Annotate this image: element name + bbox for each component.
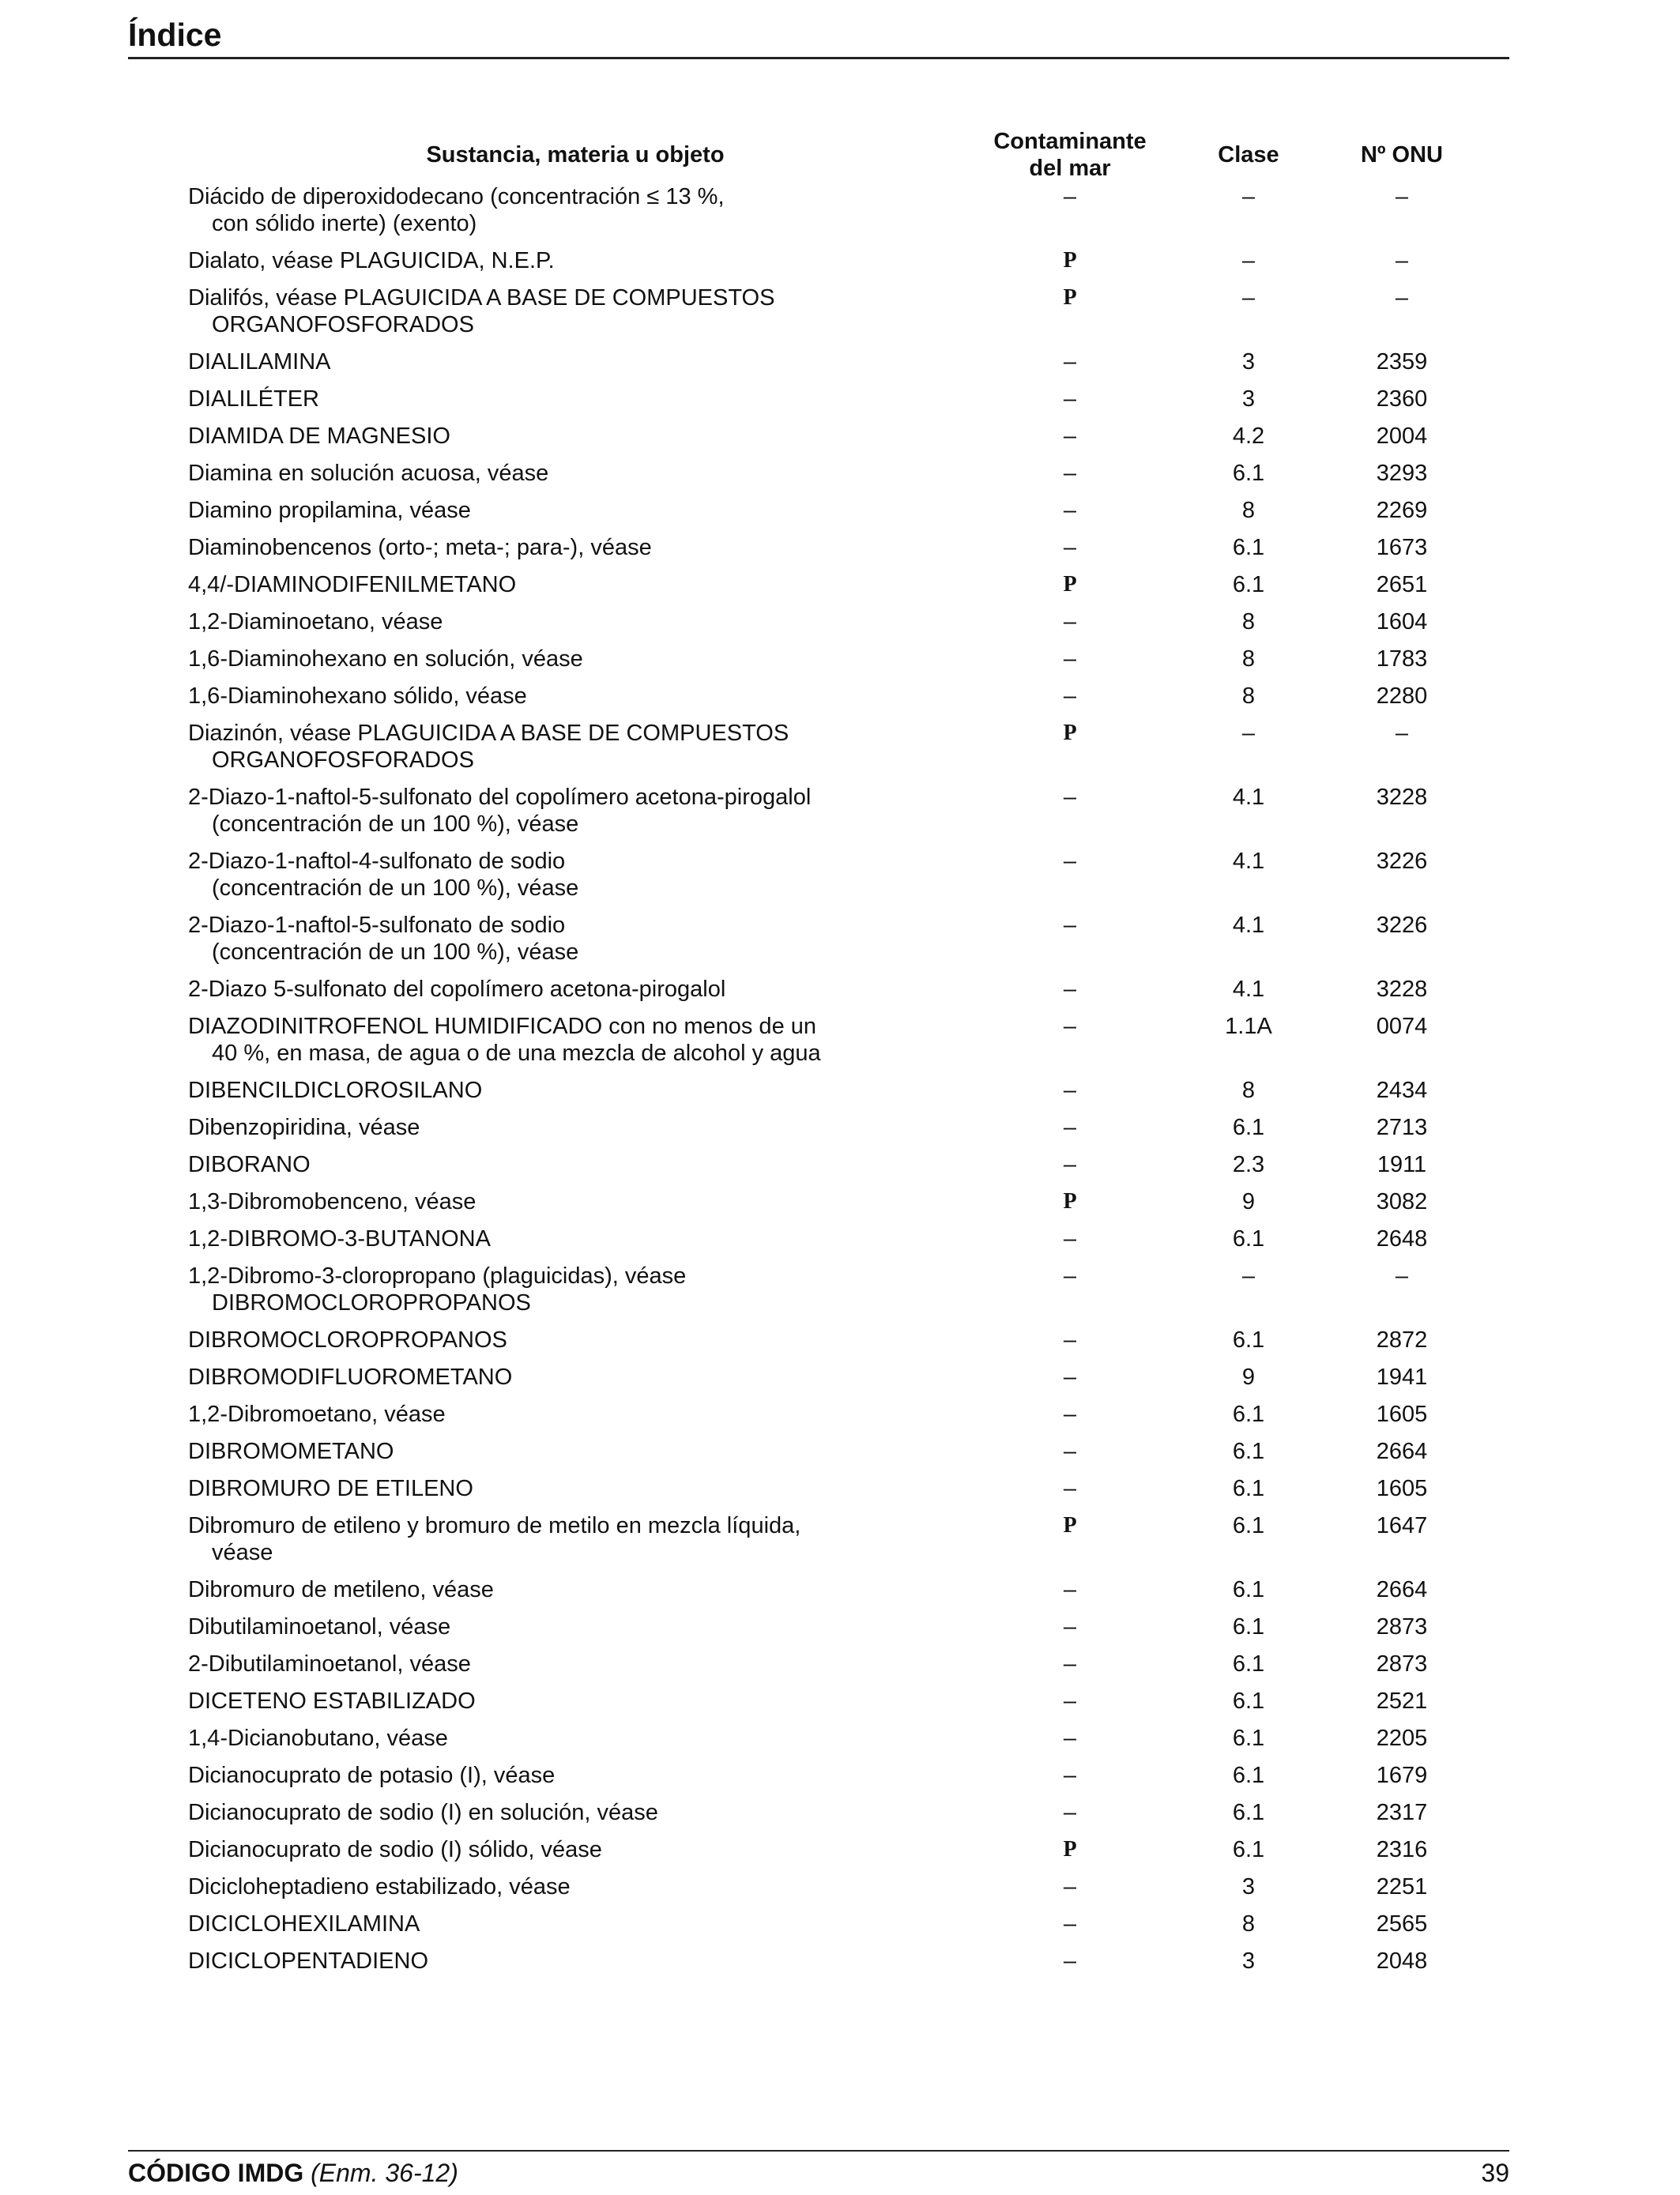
un-number-cell: 2004: [1376, 424, 1428, 449]
substance-name: [188, 1576, 962, 1603]
table-row: [188, 1651, 1484, 1688]
marine-pollutant-cell: –: [1063, 785, 1077, 810]
un-number-cell: 1604: [1376, 609, 1428, 634]
un-number-cell: 2873: [1376, 1651, 1428, 1677]
substance-name: [188, 1512, 962, 1566]
substance-name-line1: 2-Diazo-1-naftol-5-sulfonato del copolímero acetona-pirogalol: [188, 785, 812, 810]
un-number-cell: 2521: [1376, 1689, 1428, 1714]
class-cell: 6.1: [1232, 1115, 1265, 1140]
marine-pollutant-cell: –: [1063, 1874, 1077, 1899]
substance-name-line2: (concentración de un 100 %), véase: [212, 939, 579, 965]
substance-name-line1: DIBROMOMETANO: [188, 1439, 394, 1464]
substance-name-line1: 1,2-Dibromo-3-cloropropano (plaguicidas), véase: [188, 1263, 687, 1289]
marine-pollutant-cell: –: [1063, 535, 1077, 560]
table-row: [188, 1911, 1484, 1948]
substance-name: [188, 608, 962, 635]
un-number-cell: 1911: [1377, 1152, 1427, 1177]
class-cell: 6.1: [1232, 535, 1265, 560]
page-header: [128, 13, 1509, 59]
class-cell: 1.1A: [1225, 1014, 1272, 1039]
class-cell: 6.1: [1232, 1800, 1265, 1825]
class-cell: 4.1: [1232, 785, 1265, 810]
substance-name-line1: 1,2-Diaminoetano, véase: [188, 609, 443, 634]
substance-name-line1: DIBROMOCLOROPROPANOS: [188, 1327, 507, 1353]
class-cell: 6.1: [1232, 1689, 1265, 1714]
un-number-cell: –: [1395, 1263, 1409, 1289]
un-number-cell: 2664: [1376, 1439, 1428, 1464]
marine-pollutant-cell: –: [1063, 1263, 1077, 1289]
class-cell: 9: [1241, 1189, 1256, 1214]
substance-name: [188, 1613, 962, 1640]
un-number-cell: 2651: [1376, 572, 1428, 597]
marine-pollutant-cell: –: [1063, 849, 1077, 874]
substance-name-line1: DIBROMURO DE ETILENO: [188, 1476, 473, 1501]
table-row: [188, 608, 1484, 646]
substance-name: [188, 1438, 962, 1465]
class-cell: 4.1: [1232, 913, 1265, 938]
substance-name-line1: Dicianocuprato de sodio (I) sólido, véase: [188, 1837, 602, 1862]
class-cell: 3: [1241, 1948, 1256, 1974]
substance-name-line2: (concentración de un 100 %), véase: [212, 875, 579, 901]
substance-name: [188, 976, 962, 1003]
table-row: [188, 1613, 1484, 1651]
substance-name: [188, 571, 962, 598]
un-number-cell: 1783: [1376, 646, 1428, 672]
substance-name-line1: 1,2-DIBROMO-3-BUTANONA: [188, 1226, 491, 1252]
substance-name-line1: Dicianocuprato de sodio (I) en solución, véase: [188, 1800, 658, 1825]
class-cell: 4.1: [1232, 849, 1265, 874]
class-cell: –: [1241, 248, 1256, 273]
un-number-cell: 3082: [1376, 1189, 1428, 1214]
un-number-cell: 1679: [1376, 1763, 1428, 1788]
marine-pollutant-cell: P: [1063, 1513, 1077, 1538]
substance-name: [188, 1948, 962, 1975]
table-row: [188, 1725, 1484, 1762]
substance-name-line1: 2-Diazo-1-naftol-5-sulfonato de sodio: [188, 913, 566, 938]
substance-name: [188, 497, 962, 524]
class-cell: –: [1241, 721, 1256, 746]
table-row: [188, 1475, 1484, 1512]
substance-name: [188, 1013, 962, 1067]
class-cell: 6.1: [1232, 1763, 1265, 1788]
marine-pollutant-cell: –: [1063, 1689, 1077, 1714]
marine-pollutant-cell: –: [1063, 1614, 1077, 1640]
table-row: [188, 534, 1484, 571]
un-number-cell: 2205: [1376, 1726, 1428, 1751]
marine-pollutant-cell: P: [1063, 1837, 1077, 1862]
table-row: [188, 1263, 1484, 1327]
substance-name-line1: Dibromuro de metileno, véase: [188, 1577, 494, 1602]
substance-name-line1: DIAMIDA DE MAGNESIO: [188, 424, 450, 449]
un-number-cell: 2251: [1376, 1874, 1428, 1899]
substance-name-line1: Dialato, véase PLAGUICIDA, N.E.P.: [188, 248, 555, 273]
marine-pollutant-cell: P: [1063, 248, 1077, 273]
substance-name-line1: 1,3-Dibromobenceno, véase: [188, 1189, 477, 1214]
substance-name: [188, 1911, 962, 1937]
substance-name: [188, 183, 962, 237]
table-row: [188, 1799, 1484, 1836]
marine-pollutant-cell: –: [1063, 1152, 1077, 1177]
substance-name-line1: DIBORANO: [188, 1152, 311, 1177]
un-number-cell: 0074: [1376, 1014, 1428, 1039]
column-header-substance: Sustancia, materia u objeto: [426, 141, 725, 168]
un-number-cell: 2664: [1376, 1577, 1428, 1602]
index-table: [188, 126, 1484, 1985]
footer-amendment: (Enm. 36-12): [311, 2159, 458, 2187]
substance-name: [188, 1077, 962, 1104]
table-row: [188, 284, 1484, 348]
page-footer: [128, 2150, 1509, 2195]
un-number-cell: 2565: [1376, 1911, 1428, 1937]
substance-name-line2: (concentración de un 100 %), véase: [212, 811, 579, 837]
substance-name: [188, 784, 962, 838]
substance-name: [188, 912, 962, 966]
substance-name: [188, 348, 962, 375]
substance-name: [188, 683, 962, 710]
substance-name-line2: DIBROMOCLOROPROPANOS: [212, 1290, 531, 1316]
table-row: [188, 497, 1484, 534]
class-cell: 6.1: [1232, 1837, 1265, 1862]
marine-pollutant-cell: –: [1063, 184, 1077, 209]
marine-pollutant-cell: –: [1063, 1476, 1077, 1501]
substance-name: [188, 1651, 962, 1677]
class-cell: 6.1: [1232, 1726, 1265, 1751]
marine-pollutant-cell: –: [1063, 977, 1077, 1002]
un-number-cell: 2359: [1376, 349, 1428, 375]
table-row: [188, 848, 1484, 912]
substance-name-line1: DIBENCILDICLOROSILANO: [188, 1078, 483, 1103]
un-number-cell: –: [1395, 248, 1409, 273]
class-cell: 6.1: [1232, 572, 1265, 597]
substance-name: [188, 1688, 962, 1715]
class-cell: 4.2: [1232, 424, 1265, 449]
table-row: [188, 1226, 1484, 1263]
substance-name: [188, 1364, 962, 1391]
class-cell: 8: [1241, 609, 1256, 634]
substance-name: [188, 1327, 962, 1354]
table-row: [188, 1077, 1484, 1114]
un-number-cell: 2713: [1376, 1115, 1428, 1140]
table-row: [188, 460, 1484, 497]
class-cell: 3: [1241, 349, 1256, 375]
table-row: [188, 784, 1484, 848]
marine-pollutant-cell: –: [1063, 349, 1077, 375]
substance-name: [188, 1151, 962, 1178]
class-cell: 6.1: [1232, 1226, 1265, 1252]
un-number-cell: 3293: [1376, 461, 1428, 486]
substance-name-line1: 2-Dibutilaminoetanol, véase: [188, 1651, 471, 1677]
marine-pollutant-cell: –: [1063, 1651, 1077, 1677]
marine-pollutant-cell: –: [1063, 461, 1077, 486]
substance-name-line1: DIBROMODIFLUOROMETANO: [188, 1365, 513, 1390]
substance-name-line1: DICICLOPENTADIENO: [188, 1948, 429, 1974]
substance-name-line2: 40 %, en masa, de agua o de una mezcla de alcohol y agua: [212, 1041, 821, 1066]
substance-name-line1: Diazinón, véase PLAGUICIDA A BASE DE COMPUESTOS: [188, 721, 789, 746]
class-cell: –: [1241, 285, 1256, 311]
class-cell: 6.1: [1232, 1439, 1265, 1464]
substance-name-line2: con sólido inerte) (exento): [212, 211, 477, 236]
substance-name: [188, 1226, 962, 1252]
page-title: Índice: [128, 17, 222, 53]
substance-name-line1: 1,6-Diaminohexano en solución, véase: [188, 646, 583, 672]
class-cell: 6.1: [1232, 1402, 1265, 1427]
table-row: [188, 1188, 1484, 1226]
substance-name-line1: Dibromuro de etileno y bromuro de metilo en mezcla líquida,: [188, 1513, 801, 1538]
un-number-cell: 3228: [1376, 977, 1428, 1002]
substance-name: [188, 1725, 962, 1752]
column-header-un-number: Nº ONU: [1360, 141, 1444, 168]
table-row: [188, 1327, 1484, 1364]
table-row: [188, 912, 1484, 976]
substance-name: [188, 423, 962, 450]
substance-name-line1: DICICLOHEXILAMINA: [188, 1911, 420, 1937]
table-row: [188, 1438, 1484, 1475]
marine-pollutant-cell: –: [1063, 1402, 1077, 1427]
marine-pollutant-cell: –: [1063, 1948, 1077, 1974]
table-row: [188, 1151, 1484, 1188]
substance-name-line1: Dicicloheptadieno estabilizado, véase: [188, 1874, 571, 1899]
substance-name: [188, 534, 962, 561]
un-number-cell: 2648: [1376, 1226, 1428, 1252]
un-number-cell: 2316: [1376, 1837, 1428, 1862]
marine-pollutant-cell: –: [1063, 609, 1077, 634]
un-number-cell: 2280: [1376, 683, 1428, 709]
substance-name: [188, 386, 962, 412]
marine-pollutant-cell: P: [1063, 721, 1077, 745]
substance-name-line1: DIAZODINITROFENOL HUMIDIFICADO con no menos de un: [188, 1014, 817, 1039]
un-number-cell: 2360: [1376, 386, 1428, 412]
substance-name-line2: véase: [212, 1540, 273, 1565]
footer-code: CÓDIGO IMDG: [128, 2159, 304, 2187]
table-row: [188, 423, 1484, 460]
substance-name-line1: 2-Diazo 5-sulfonato del copolímero acetona-pirogalol: [188, 977, 726, 1002]
column-header-marine-pollutant: [962, 128, 1177, 182]
marine-pollutant-cell: –: [1063, 1577, 1077, 1602]
un-number-cell: –: [1395, 184, 1409, 209]
substance-name: [188, 1799, 962, 1826]
table-row: [188, 571, 1484, 608]
table-row: [188, 1688, 1484, 1725]
table-row: [188, 1512, 1484, 1576]
marine-pollutant-cell: –: [1063, 646, 1077, 672]
class-cell: 6.1: [1232, 1476, 1265, 1501]
marine-pollutant-cell: P: [1063, 285, 1077, 310]
footer-code-block: [128, 2159, 458, 2188]
class-cell: 8: [1241, 1911, 1256, 1937]
class-cell: 8: [1241, 498, 1256, 523]
substance-name-line1: 1,2-Dibromoetano, véase: [188, 1402, 446, 1427]
substance-name-line1: DICETENO ESTABILIZADO: [188, 1689, 476, 1714]
un-number-cell: 1605: [1376, 1476, 1428, 1501]
un-number-cell: 2317: [1376, 1800, 1428, 1825]
substance-name: [188, 1762, 962, 1789]
substance-name: [188, 1114, 962, 1141]
substance-name: [188, 1401, 962, 1428]
substance-name-line1: DIALILAMINA: [188, 349, 331, 375]
substance-name: [188, 720, 962, 774]
un-number-cell: 2269: [1376, 498, 1428, 523]
marine-pollutant-cell: P: [1063, 572, 1077, 597]
substance-name: [188, 1263, 962, 1316]
substance-name-line1: 1,4-Dicianobutano, véase: [188, 1726, 448, 1751]
un-number-cell: 2048: [1376, 1948, 1428, 1974]
substance-name-line1: Diamina en solución acuosa, véase: [188, 461, 549, 486]
substance-name: [188, 646, 962, 672]
substance-name: [188, 460, 962, 487]
substance-name-line2: ORGANOFOSFORADOS: [212, 747, 474, 773]
table-row: [188, 720, 1484, 784]
table-row: [188, 1836, 1484, 1873]
un-number-cell: 3226: [1376, 849, 1428, 874]
class-cell: 6.1: [1232, 1614, 1265, 1640]
substance-name-line1: Dibenzopiridina, véase: [188, 1115, 420, 1140]
class-cell: 8: [1241, 683, 1256, 709]
column-header-marine-line1: Contaminante: [993, 129, 1147, 154]
class-cell: 3: [1241, 1874, 1256, 1899]
substance-name-line1: Diácido de diperoxidodecano (concentración ≤ 13 %,: [188, 184, 725, 209]
class-cell: –: [1241, 1263, 1256, 1289]
un-number-cell: 2873: [1376, 1614, 1428, 1640]
table-row: [188, 1762, 1484, 1799]
marine-pollutant-cell: –: [1063, 1911, 1077, 1937]
table-row: [188, 683, 1484, 720]
table-row: [188, 976, 1484, 1013]
table-row: [188, 1364, 1484, 1401]
un-number-cell: 2872: [1376, 1327, 1428, 1353]
marine-pollutant-cell: –: [1063, 1327, 1077, 1353]
marine-pollutant-cell: –: [1063, 1726, 1077, 1751]
class-cell: 8: [1241, 646, 1256, 672]
un-number-cell: 1673: [1376, 535, 1428, 560]
substance-name-line1: Diamino propilamina, véase: [188, 498, 471, 523]
class-cell: 2.3: [1232, 1152, 1265, 1177]
table-row: [188, 1576, 1484, 1613]
class-cell: 6.1: [1232, 461, 1265, 486]
table-row: [188, 1114, 1484, 1151]
class-cell: 6.1: [1232, 1513, 1265, 1538]
un-number-cell: 3226: [1376, 913, 1428, 938]
table-row: [188, 386, 1484, 423]
marine-pollutant-cell: –: [1063, 1078, 1077, 1103]
class-cell: 9: [1241, 1365, 1256, 1390]
table-row: [188, 646, 1484, 683]
un-number-cell: 1605: [1376, 1402, 1428, 1427]
substance-name-line2: ORGANOFOSFORADOS: [212, 312, 474, 337]
table-header: [188, 126, 1484, 183]
class-cell: 3: [1241, 386, 1256, 412]
table-row: [188, 1873, 1484, 1911]
table-row: [188, 348, 1484, 386]
substance-name-line1: Diaminobencenos (orto-; meta-; para-), véase: [188, 535, 652, 560]
class-cell: 6.1: [1232, 1577, 1265, 1602]
substance-name: [188, 1475, 962, 1502]
un-number-cell: 1647: [1376, 1513, 1428, 1538]
marine-pollutant-cell: –: [1063, 498, 1077, 523]
substance-name: [188, 848, 962, 902]
marine-pollutant-cell: –: [1063, 1439, 1077, 1464]
substance-name-line1: 4,4/-DIAMINODIFENILMETANO: [188, 572, 517, 597]
un-number-cell: –: [1395, 721, 1409, 746]
marine-pollutant-cell: –: [1063, 683, 1077, 709]
marine-pollutant-cell: –: [1063, 1365, 1077, 1390]
un-number-cell: 2434: [1376, 1078, 1428, 1103]
marine-pollutant-cell: –: [1063, 1226, 1077, 1252]
table-row: [188, 1948, 1484, 1985]
class-cell: 6.1: [1232, 1651, 1265, 1677]
marine-pollutant-cell: –: [1063, 913, 1077, 938]
substance-name-line1: Dicianocuprato de potasio (I), véase: [188, 1763, 556, 1788]
substance-name: [188, 284, 962, 338]
table-row: [188, 1401, 1484, 1438]
column-header-class: Clase: [1218, 141, 1279, 168]
substance-name: [188, 1873, 962, 1900]
un-number-cell: 3228: [1376, 785, 1428, 810]
page-number: 39: [1481, 2159, 1509, 2187]
un-number-cell: 1941: [1376, 1365, 1428, 1390]
table-row: [188, 1013, 1484, 1077]
marine-pollutant-cell: P: [1063, 1189, 1077, 1214]
marine-pollutant-cell: –: [1063, 1014, 1077, 1039]
table-row: [188, 183, 1484, 247]
substance-name-line1: Dibutilaminoetanol, véase: [188, 1614, 451, 1640]
class-cell: 6.1: [1232, 1327, 1265, 1353]
marine-pollutant-cell: –: [1063, 1115, 1077, 1140]
un-number-cell: –: [1395, 285, 1409, 311]
table-row: [188, 247, 1484, 284]
marine-pollutant-cell: –: [1063, 1800, 1077, 1825]
substance-name-line1: 1,6-Diaminohexano sólido, véase: [188, 683, 527, 709]
substance-name-line1: 2-Diazo-1-naftol-4-sulfonato de sodio: [188, 849, 566, 874]
substance-name-line1: Dialifós, véase PLAGUICIDA A BASE DE COMPUESTOS: [188, 285, 775, 311]
marine-pollutant-cell: –: [1063, 424, 1077, 449]
marine-pollutant-cell: –: [1063, 1763, 1077, 1788]
substance-name: [188, 1836, 962, 1863]
marine-pollutant-cell: –: [1063, 386, 1077, 412]
class-cell: –: [1241, 184, 1256, 209]
column-header-marine-line2: del mar: [1029, 156, 1111, 181]
substance-name: [188, 247, 962, 274]
table-body: [188, 183, 1484, 1985]
class-cell: 4.1: [1232, 977, 1265, 1002]
substance-name: [188, 1188, 962, 1215]
class-cell: 8: [1241, 1078, 1256, 1103]
substance-name-line1: DIALILÉTER: [188, 386, 319, 412]
